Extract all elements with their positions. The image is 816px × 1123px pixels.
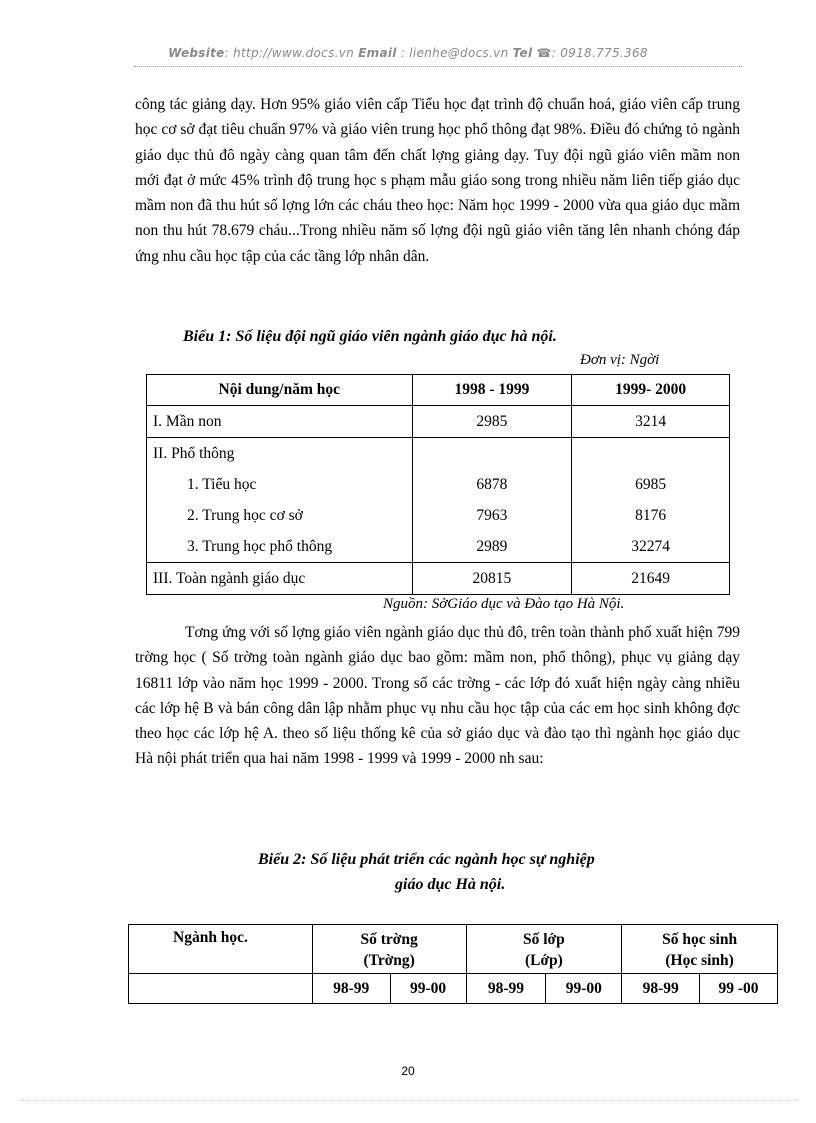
table2-empty-cell	[129, 974, 313, 1004]
header-tel-label: Tel	[512, 46, 533, 60]
table-row	[147, 406, 730, 438]
row-value-1999: 32274	[572, 531, 730, 563]
paragraph-2: Tơng ứng với số lợng giáo viên ngành giáo dục thủ đô, trên toàn thành phố xuất hiện 799 trờng học ( Số trờng toàn ngành giáo dục bao gồm: mầm non, phổ thông), phục vụ giảng dạy 16811 lớp vào năm học 1999 - 2000. Trong số các trờng - các lớp đó xuất hiện ngày càng nhiều các lớp hệ B và bán công dân lập nhằm phục vụ nhu cầu học tập của các em học sinh không đợc theo học các lớp hệ A. theo số liệu thống kê của sở giáo dục và đào tạo thì ngành học giáo dục Hà nội phát triển qua hai năm 1998 - 1999 và 1999 - 2000 nh sau:	[135, 624, 740, 768]
table2-caption-line2: giáo dục Hà nội.	[395, 876, 506, 893]
table2-year-cell: 99-00	[546, 974, 622, 1004]
table-teachers	[146, 374, 730, 595]
row-label: 2. Trung học cơ sở	[147, 500, 413, 531]
table1-unit: Đơn vị: Ngời	[580, 352, 660, 368]
row-value-1999: 3214	[572, 406, 730, 438]
row-value-1998: 2989	[412, 531, 572, 563]
row-value-1998: 6878	[412, 469, 572, 500]
table1-header-year1: 1998 - 1999	[412, 375, 572, 406]
row-value-1998: 20815	[412, 563, 572, 595]
table2-header-schools-unit: (Trờng)	[312, 949, 466, 974]
table-row	[147, 563, 730, 595]
row-value-1998: 2985	[412, 406, 572, 438]
table2-header-schools: Số trờng	[312, 925, 466, 950]
row-label: 1. Tiểu học	[147, 469, 413, 500]
table2-header-classes-unit: (Lớp)	[466, 949, 622, 974]
table2-year-cell: 99 -00	[700, 974, 778, 1004]
page-number: 20	[401, 1064, 415, 1078]
table-row	[147, 531, 730, 563]
row-value-1999: 21649	[572, 563, 730, 595]
table2-header-classes: Số lớp	[466, 925, 622, 950]
table1-header-year2: 1999- 2000	[572, 375, 730, 406]
table1-caption: Biểu 1: Số liệu đội ngũ giáo viên ngành giáo dục hà nội.	[183, 328, 557, 345]
table2-year-cell: 99-00	[390, 974, 466, 1004]
header-email-label: Email	[358, 46, 397, 60]
header-divider	[134, 66, 742, 67]
table2-year-cell: 98-99	[466, 974, 546, 1004]
table2-year-cell: 98-99	[622, 974, 700, 1004]
header-email-value: : lienhe@docs.vn	[400, 46, 509, 60]
row-label: 3. Trung học phổ thông	[147, 531, 413, 563]
page-header	[0, 46, 816, 60]
row-label: III. Toàn ngành giáo dục	[147, 563, 413, 595]
row-value-1999	[572, 438, 730, 470]
table2-header-row-3	[129, 974, 778, 1004]
row-value-1999: 6985	[572, 469, 730, 500]
table-development	[128, 924, 778, 1004]
table2-header-row-1	[129, 925, 778, 950]
header-website-value: : http://www.docs.vn	[224, 46, 355, 60]
table2-year-cell: 98-99	[312, 974, 390, 1004]
table1-source: Nguồn: SởGiáo dục và Đào tạo Hà Nội.	[383, 596, 625, 612]
row-value-1998	[412, 438, 572, 470]
header-tel-value: : 0918.775.368	[551, 46, 648, 60]
paragraph-1: công tác giảng dạy. Hơn 95% giáo viên cấp Tiểu học đạt trình độ chuẩn hoá, giáo viên cấp trung học cơ sở đạt tiêu chuẩn 97% và giáo viên trung học phổ thông đạt 98%. Điều đó chứng tỏ ngành giáo dục thủ đô ngày càng quan tâm đến chất lợng giảng dạy. Tuy đội ngũ giáo viên mầm non mới đạt ở mức 45% trình độ trung học s phạm mẫu giáo song trong nhiều năm liên tiếp giáo dục mầm non đã thu hút số lợng lớn các cháu theo học: Năm học 1999 - 2000 vừa qua giáo dục mầm non thu hút 78.679 cháu...Trong nhiều năm số lợng đội ngũ giáo viên tăng lên nhanh chóng đáp ứng nhu cầu học tập của các tầng lớp nhân dân.	[135, 96, 740, 265]
table-row	[147, 500, 730, 531]
table-row	[147, 469, 730, 500]
table1-header-row	[147, 375, 730, 406]
row-value-1999: 8176	[572, 500, 730, 531]
table1-header-content: Nội dung/năm học	[147, 375, 413, 406]
table-row	[147, 438, 730, 470]
table2-header-students-unit: (Học sinh)	[622, 949, 778, 974]
header-website-label: Website	[168, 46, 225, 60]
phone-icon: ☎	[536, 46, 552, 60]
table2-header-nganh: Ngành học.	[129, 925, 313, 974]
row-label: II. Phổ thông	[147, 438, 413, 470]
table2-caption-line1: Biểu 2: Số liệu phát triển các ngành học sự nghiệp	[258, 851, 595, 868]
table2-header-students: Số học sinh	[622, 925, 778, 950]
row-value-1998: 7963	[412, 500, 572, 531]
footer-divider	[20, 1100, 796, 1101]
row-label: I. Mần non	[147, 406, 413, 438]
